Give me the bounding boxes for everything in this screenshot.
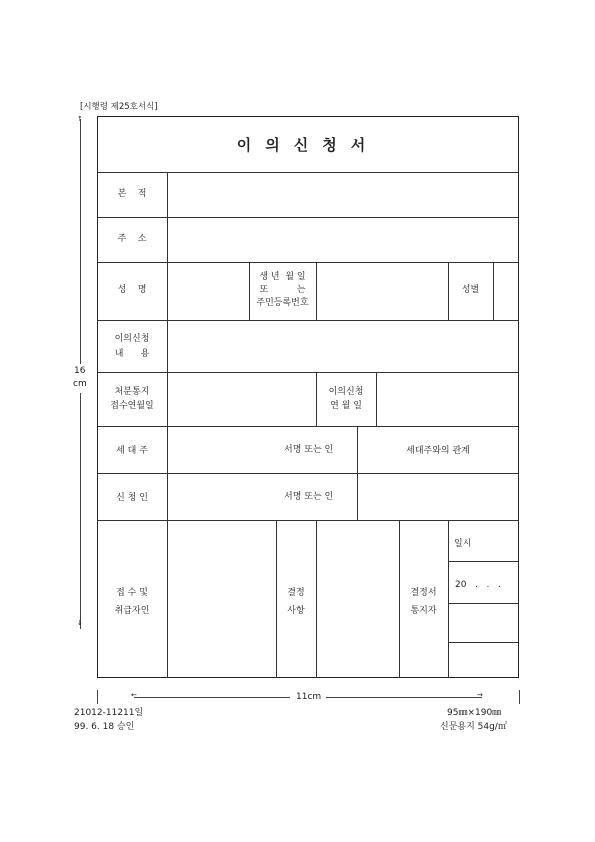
householder-label: 세 대 주 [116, 446, 148, 456]
householder-relation-label: 세대주와의 관계 [406, 446, 470, 456]
doc-number: 21012-11211일 [74, 708, 144, 718]
width-tick-left [97, 690, 98, 704]
width-tick-right [519, 690, 520, 704]
height-unit: cm [73, 379, 87, 389]
arrow-left-icon: ← [131, 691, 137, 699]
datetime-label: 일시 [454, 539, 472, 549]
objection-date-label-line2: 연 월 일 [330, 401, 362, 411]
gender-label: 성별 [461, 285, 480, 295]
cell-divider [276, 520, 277, 678]
arrow-down-icon: ↓ [77, 619, 83, 627]
name-label: 성 명 [117, 285, 147, 295]
cell-divider [399, 520, 400, 678]
row-divider [97, 172, 519, 173]
cell-divider [448, 520, 449, 678]
notifier-label-line1: 결정서 [410, 588, 437, 598]
cell-divider [493, 262, 494, 320]
form-title: 이의신청서 [236, 135, 380, 154]
width-arrow-left [134, 697, 290, 698]
notice-date-label-line1: 처분통지 [114, 387, 150, 397]
cell-divider [448, 603, 519, 604]
cell-divider [376, 372, 377, 426]
row-divider [97, 426, 519, 427]
row-divider [97, 372, 519, 373]
applicant-label: 신 청 인 [116, 493, 148, 503]
row-divider [97, 473, 519, 474]
cell-divider [316, 520, 317, 678]
row-divider [97, 262, 519, 263]
handler-label-line2: 취급자인 [114, 606, 150, 616]
objection-content-label-line1: 이의신청 [114, 334, 150, 344]
paper-type: 신문용지 54g/㎡ [440, 722, 507, 732]
applicant-signature-field[interactable]: 서명 또는 인 [284, 492, 334, 502]
cell-divider [448, 561, 519, 562]
cell-divider [448, 642, 519, 643]
arrow-up-icon: ↑ [77, 115, 83, 123]
arrow-right-icon: → [477, 691, 483, 699]
height-arrow-bottom [80, 393, 81, 629]
paper-size: 95㎜×190㎜ [447, 708, 502, 718]
cell-divider [316, 372, 317, 426]
label-column-divider [167, 172, 168, 678]
row-divider [97, 520, 519, 521]
decision-label-line2: 사항 [287, 606, 305, 616]
birth-label-line2: 또 는 [259, 285, 306, 295]
approval-date: 99. 6. 18 승인 [74, 722, 135, 732]
domicile-label: 본 적 [117, 189, 147, 199]
row-divider [97, 320, 519, 321]
address-label: 주 소 [117, 234, 147, 244]
birth-label-line1: 생 년 월 일 [259, 272, 306, 282]
width-arrow-right [326, 697, 482, 698]
handler-label-line1: 접 수 및 [116, 588, 148, 598]
year-field[interactable]: 20 . . . [455, 580, 501, 590]
cell-divider [357, 426, 358, 520]
height-value: 16 [74, 366, 86, 376]
form-code: [시행령 제25호서식] [80, 102, 158, 112]
width-label: 11cm [296, 692, 322, 702]
height-arrow-top [80, 119, 81, 364]
birth-label-line3: 주민등록번호 [256, 298, 309, 308]
decision-label-line1: 결정 [287, 588, 305, 598]
notice-date-label-line2: 접수연월일 [110, 401, 154, 411]
notifier-label-line2: 통지자 [410, 606, 437, 616]
objection-content-label-line2: 내 용 [114, 349, 150, 359]
objection-date-label-line1: 이의신청 [328, 387, 364, 397]
cell-divider [316, 262, 317, 320]
householder-signature-field[interactable]: 서명 또는 인 [284, 445, 334, 455]
row-divider [97, 217, 519, 218]
